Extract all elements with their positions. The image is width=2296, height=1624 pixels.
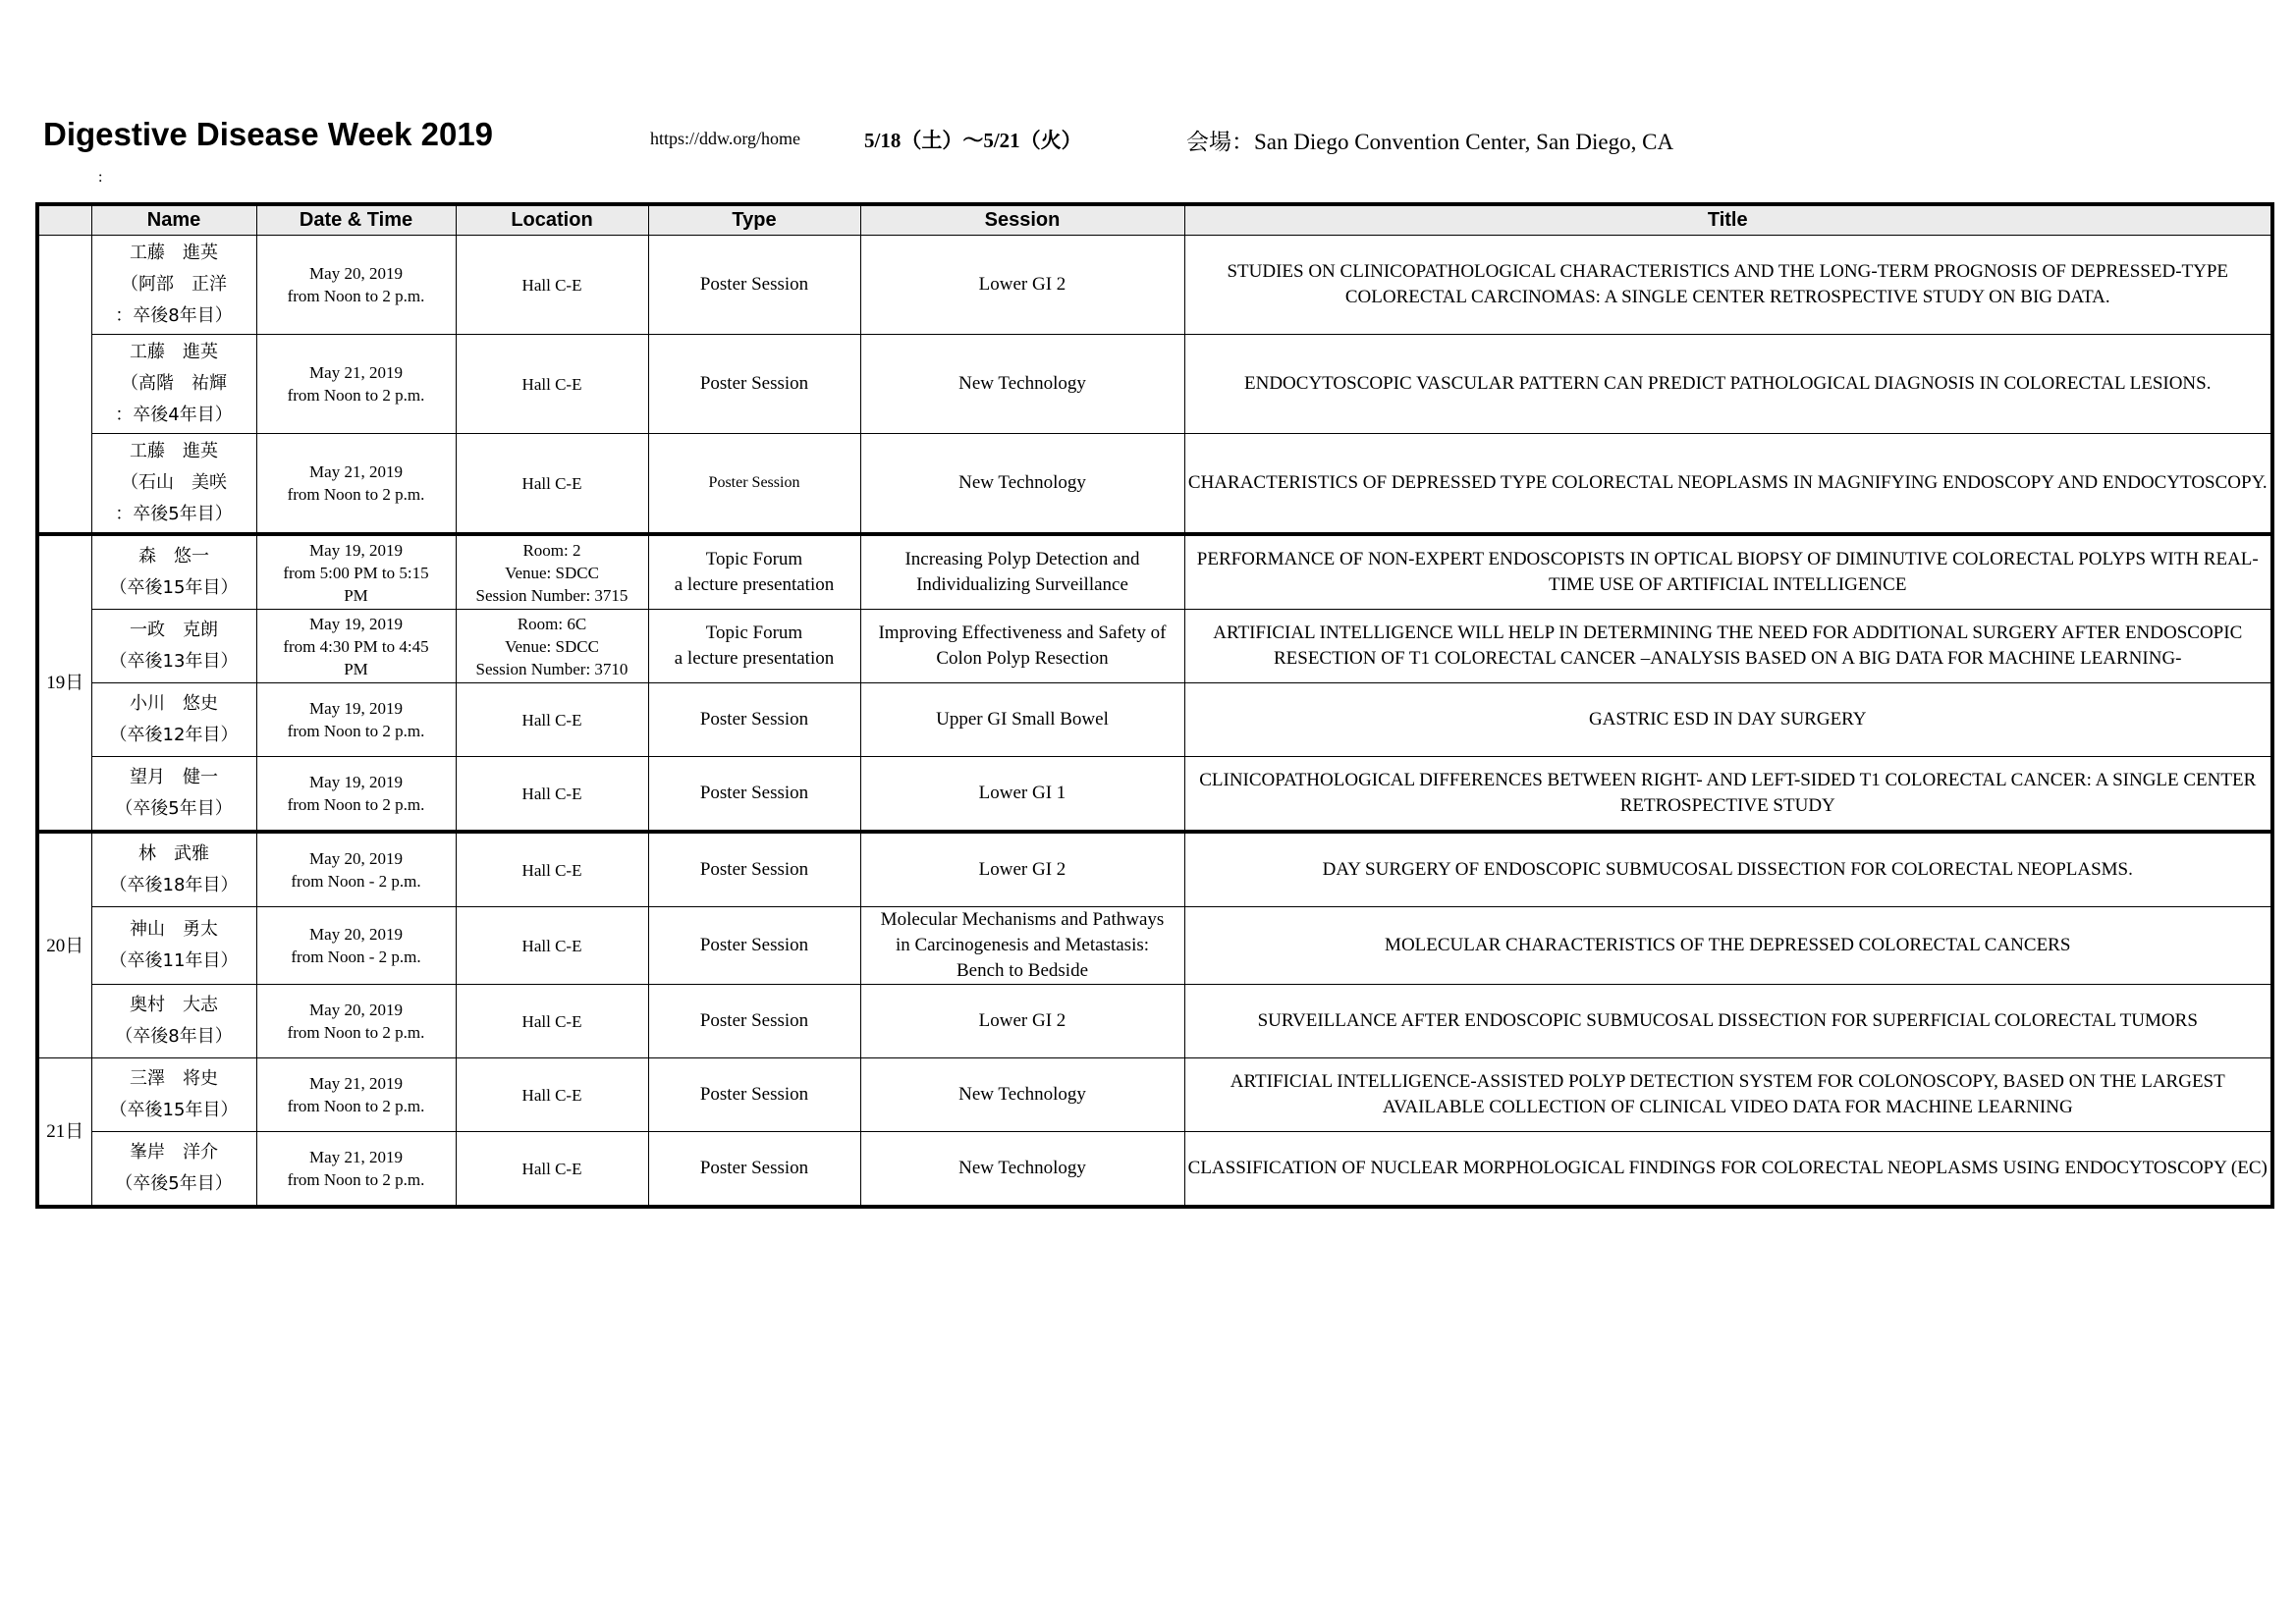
location <box>456 832 648 907</box>
session-name-line: New Technology <box>958 373 1086 394</box>
presentation-type-line: Poster Session <box>699 709 809 730</box>
col-header-type: Type <box>648 204 860 236</box>
presenter-name-line: 峯岸 洋介 <box>130 1142 218 1163</box>
presenter-name <box>91 434 256 535</box>
location-line: Hall C-E <box>521 784 582 803</box>
date-time-line: from Noon to 2 p.m. <box>287 485 425 504</box>
date-time-line: from 5:00 PM to 5:15 <box>283 563 429 582</box>
session-name-line: Lower GI 2 <box>978 1010 1066 1031</box>
session-name <box>860 534 1184 610</box>
presenter-name <box>91 534 256 610</box>
day-cell: 20日 <box>37 832 91 1058</box>
location <box>456 1132 648 1208</box>
table-row <box>37 434 2272 535</box>
presenter-name-line: （卒後15年目） <box>109 1100 239 1120</box>
date-time <box>256 683 456 757</box>
presentation-type-line: Topic Forum <box>705 623 803 643</box>
session-name <box>860 1058 1184 1132</box>
location-line: Session Number: 3715 <box>475 585 629 605</box>
abstract-title: MOLECULAR CHARACTERISTICS OF THE DEPRESSED COLORECTAL CANCERS <box>1184 907 2272 985</box>
date-time <box>256 1058 456 1132</box>
presenter-name-line: 三澤 将史 <box>130 1068 218 1089</box>
location <box>456 757 648 833</box>
presenter-name <box>91 236 256 335</box>
date-time-line: from Noon to 2 p.m. <box>287 287 425 305</box>
col-header-title: Title <box>1184 204 2272 236</box>
page-title: Digestive Disease Week 2019 <box>43 116 494 152</box>
session-name-line: Upper GI Small Bowel <box>936 709 1109 730</box>
presenter-name-line: （卒後5年目） <box>115 1173 233 1194</box>
date-time-line: May 19, 2019 <box>309 699 403 718</box>
presentation-type-line: Poster Session <box>699 373 809 394</box>
date-time <box>256 985 456 1058</box>
presentation-type-line: Poster Session <box>699 274 809 295</box>
presenter-name-line: （卒後5年目） <box>115 798 233 819</box>
session-name <box>860 236 1184 335</box>
presentation-type <box>648 236 860 335</box>
date-time-line: from 4:30 PM to 4:45 <box>283 636 429 656</box>
table-row <box>37 1058 2272 1132</box>
header-colon: : <box>98 169 103 186</box>
event-dates: 5/18（土）～5/21（火） <box>864 129 1082 152</box>
presenter-name-line: （卒後18年目） <box>109 875 239 895</box>
presenter-name <box>91 907 256 985</box>
table-row <box>37 610 2272 683</box>
event-url: https://ddw.org/home <box>650 129 800 148</box>
table-row <box>37 757 2272 833</box>
presenter-name <box>91 757 256 833</box>
presentation-type-line: Topic Forum <box>705 549 803 569</box>
presentation-type-line: Poster Session <box>708 474 800 491</box>
header-row <box>37 204 2272 236</box>
table-row <box>37 832 2272 907</box>
session-name-line: Increasing Polyp Detection and <box>904 549 1140 569</box>
date-time-line: May 19, 2019 <box>309 540 403 560</box>
date-time <box>256 832 456 907</box>
presenter-name-line: （卒後8年目） <box>115 1026 233 1047</box>
date-time-line: from Noon to 2 p.m. <box>287 1097 425 1115</box>
presenter-name-line: 神山 勇太 <box>130 919 218 940</box>
presentation-type-line: Poster Session <box>699 935 809 955</box>
session-name <box>860 757 1184 833</box>
date-time <box>256 757 456 833</box>
session-name <box>860 832 1184 907</box>
date-time-line: from Noon to 2 p.m. <box>287 386 425 405</box>
location-line: Venue: SDCC <box>505 563 599 582</box>
session-name-line: Bench to Bedside <box>956 960 1089 981</box>
presenter-name-line: 工藤 進英 <box>130 243 218 263</box>
abstract-title: CLINICOPATHOLOGICAL DIFFERENCES BETWEEN RIGHT- AND LEFT-SIDED T1 COLORECTAL CANCER: A SINGLE CENTER RETROSPECTIVE STUDY <box>1184 757 2272 833</box>
presenter-name-line: 小川 悠史 <box>130 693 218 714</box>
abstract-title: ENDOCYTOSCOPIC VASCULAR PATTERN CAN PREDICT PATHOLOGICAL DIAGNOSIS IN COLORECTAL LESIONS. <box>1184 335 2272 434</box>
location <box>456 236 648 335</box>
date-time-line: May 20, 2019 <box>309 264 403 283</box>
location <box>456 534 648 610</box>
abstract-title: PERFORMANCE OF NON-EXPERT ENDOSCOPISTS IN OPTICAL BIOPSY OF DIMINUTIVE COLORECTAL POLYPS WITH REAL-TIME USE OF ARTIFICIAL INTELLIGENCE <box>1184 534 2272 610</box>
location-line: Venue: SDCC <box>505 636 599 656</box>
presenter-name-line: 工藤 進英 <box>130 441 218 461</box>
presenter-name-line: 一政 克朗 <box>130 620 218 640</box>
presenter-name-line: （高階 祐輝 <box>121 373 227 394</box>
session-name-line: New Technology <box>958 472 1086 493</box>
abstract-title: ARTIFICIAL INTELLIGENCE-ASSISTED POLYP DETECTION SYSTEM FOR COLONOSCOPY, BASED ON THE LARGEST AVAILABLE COLLECTION OF CLINICAL VIDEO DATA FOR MACHINE LEARNING <box>1184 1058 2272 1132</box>
abstract-title: GASTRIC ESD IN DAY SURGERY <box>1184 683 2272 757</box>
date-time <box>256 907 456 985</box>
session-name-line: Improving Effectiveness and Safety of <box>878 623 1167 643</box>
date-time <box>256 1132 456 1208</box>
presentation-type <box>648 907 860 985</box>
table-row <box>37 1132 2272 1208</box>
abstract-title: CLASSIFICATION OF NUCLEAR MORPHOLOGICAL FINDINGS FOR COLORECTAL NEOPLASMS USING ENDOCYTOSCOPY (EC) <box>1184 1132 2272 1208</box>
presenter-name-line: 森 悠一 <box>138 546 209 567</box>
presentation-type-line: Poster Session <box>699 783 809 803</box>
presenter-name-line: （卒後11年目） <box>109 950 239 971</box>
date-time-line: from Noon to 2 p.m. <box>287 1170 425 1189</box>
date-time <box>256 335 456 434</box>
abstract-title: SURVEILLANCE AFTER ENDOSCOPIC SUBMUCOSAL DISSECTION FOR SUPERFICIAL COLORECTAL TUMORS <box>1184 985 2272 1058</box>
location <box>456 610 648 683</box>
presentation-type <box>648 335 860 434</box>
date-time-line: from Noon - 2 p.m. <box>291 947 421 966</box>
date-time-line: from Noon - 2 p.m. <box>291 872 421 891</box>
date-time-line: May 21, 2019 <box>309 363 403 382</box>
col-header-location: Location <box>456 204 648 236</box>
presentation-type <box>648 757 860 833</box>
date-time-line: May 20, 2019 <box>309 1001 403 1019</box>
presenter-name-line: ：卒後4年目） <box>115 405 233 425</box>
location-line: Hall C-E <box>521 860 582 880</box>
date-time-line: from Noon to 2 p.m. <box>287 722 425 740</box>
presentation-type <box>648 434 860 535</box>
location-line: Room: 6C <box>517 614 587 633</box>
date-time <box>256 434 456 535</box>
date-time <box>256 534 456 610</box>
presenter-name-line: （石山 美咲 <box>121 472 227 493</box>
table-row <box>37 335 2272 434</box>
location-line: Hall C-E <box>521 1159 582 1178</box>
date-time-line: May 20, 2019 <box>309 925 403 944</box>
col-header-day <box>37 204 91 236</box>
session-name-line: New Technology <box>958 1158 1086 1178</box>
presentation-type-line: a lecture presentation <box>674 648 835 669</box>
location-line: Room: 2 <box>522 540 581 560</box>
session-name <box>860 610 1184 683</box>
presentation-type-line: Poster Session <box>699 1084 809 1105</box>
location-line: Hall C-E <box>521 936 582 955</box>
location-line: Hall C-E <box>521 1011 582 1031</box>
presentation-type <box>648 534 860 610</box>
presenter-name <box>91 832 256 907</box>
date-time-line: May 21, 2019 <box>309 1074 403 1093</box>
location <box>456 335 648 434</box>
presenter-name-line: （卒後12年目） <box>109 725 239 745</box>
presentation-type <box>648 985 860 1058</box>
session-name <box>860 335 1184 434</box>
location-line: Hall C-E <box>521 473 582 493</box>
session-name-line: Lower GI 2 <box>978 859 1066 880</box>
session-name-line: in Carcinogenesis and Metastasis: <box>895 935 1150 955</box>
day-cell: 21日 <box>37 1058 91 1208</box>
presenter-name <box>91 610 256 683</box>
presentation-type <box>648 1058 860 1132</box>
location-line: Hall C-E <box>521 710 582 730</box>
presentation-type <box>648 832 860 907</box>
presenter-name-line: （卒後15年目） <box>109 577 239 598</box>
presenter-name-line: 望月 健一 <box>130 767 218 787</box>
location-line: Hall C-E <box>521 1085 582 1105</box>
date-time-line: from Noon to 2 p.m. <box>287 1023 425 1042</box>
session-name-line: Lower GI 1 <box>978 783 1066 803</box>
presenter-name-line: 工藤 進英 <box>130 342 218 362</box>
session-name-line: Individualizing Surveillance <box>916 574 1128 595</box>
date-time <box>256 236 456 335</box>
schedule-table <box>35 202 2274 1209</box>
location <box>456 907 648 985</box>
presenter-name <box>91 985 256 1058</box>
presentation-type-line: Poster Session <box>699 1158 809 1178</box>
date-time-line: May 20, 2019 <box>309 849 403 868</box>
table-row <box>37 683 2272 757</box>
session-name <box>860 985 1184 1058</box>
table-row <box>37 236 2272 335</box>
date-time-line: May 19, 2019 <box>309 614 403 633</box>
location <box>456 434 648 535</box>
location-line: Hall C-E <box>521 275 582 295</box>
presenter-name <box>91 335 256 434</box>
presenter-name-line: （阿部 正洋 <box>121 274 227 295</box>
col-header-datetime: Date & Time <box>256 204 456 236</box>
date-time-line: May 21, 2019 <box>309 462 403 481</box>
presentation-type <box>648 1132 860 1208</box>
date-time-line: from Noon to 2 p.m. <box>287 795 425 814</box>
session-name-line: Colon Polyp Resection <box>936 648 1109 669</box>
location-line: Hall C-E <box>521 374 582 394</box>
abstract-title: DAY SURGERY OF ENDOSCOPIC SUBMUCOSAL DISSECTION FOR COLORECTAL NEOPLASMS. <box>1184 832 2272 907</box>
day-cell: 19日 <box>37 534 91 832</box>
table-row <box>37 534 2272 610</box>
presenter-name-line: （卒後13年目） <box>109 651 239 672</box>
table-row <box>37 907 2272 985</box>
session-name-line: Lower GI 2 <box>978 274 1066 295</box>
presentation-type <box>648 683 860 757</box>
presentation-type-line: a lecture presentation <box>674 574 835 595</box>
presenter-name-line: 奥村 大志 <box>130 995 218 1015</box>
date-time-line: PM <box>344 585 368 605</box>
abstract-title: STUDIES ON CLINICOPATHOLOGICAL CHARACTERISTICS AND THE LONG-TERM PROGNOSIS OF DEPRESSED-TYPE COLORECTAL CARCINOMAS: A SINGLE CENTER RETROSPECTIVE STUDY ON BIG DATA. <box>1184 236 2272 335</box>
abstract-title: CHARACTERISTICS OF DEPRESSED TYPE COLORECTAL NEOPLASMS IN MAGNIFYING ENDOSCOPY AND ENDOCYTOSCOPY. <box>1184 434 2272 535</box>
date-time-line: PM <box>344 659 368 678</box>
col-header-name: Name <box>91 204 256 236</box>
location-line: Session Number: 3710 <box>475 659 629 678</box>
presentation-type-line: Poster Session <box>699 859 809 880</box>
abstract-title: ARTIFICIAL INTELLIGENCE WILL HELP IN DETERMINING THE NEED FOR ADDITIONAL SURGERY AFTER ENDOSCOPIC RESECTION OF T1 COLORECTAL CANCER –ANALYSIS BASED ON A BIG DATA FOR MACHINE LEARNING- <box>1184 610 2272 683</box>
session-name <box>860 907 1184 985</box>
table-row <box>37 985 2272 1058</box>
location <box>456 1058 648 1132</box>
presenter-name <box>91 1058 256 1132</box>
location <box>456 683 648 757</box>
session-name <box>860 683 1184 757</box>
col-header-session: Session <box>860 204 1184 236</box>
presenter-name-line: ：卒後5年目） <box>115 504 233 524</box>
presentation-type-line: Poster Session <box>699 1010 809 1031</box>
session-name <box>860 1132 1184 1208</box>
presenter-name <box>91 683 256 757</box>
date-time <box>256 610 456 683</box>
event-venue: 会場：San Diego Convention Center, San Diego, CA <box>1186 130 1674 154</box>
presenter-name-line: ：卒後8年目） <box>115 305 233 326</box>
date-time-line: May 21, 2019 <box>309 1148 403 1166</box>
session-name-line: New Technology <box>958 1084 1086 1105</box>
presentation-type <box>648 610 860 683</box>
date-time-line: May 19, 2019 <box>309 773 403 791</box>
presenter-name-line: 林 武雅 <box>138 843 209 864</box>
session-name-line: Molecular Mechanisms and Pathways <box>880 909 1165 930</box>
location <box>456 985 648 1058</box>
day-cell <box>37 236 91 535</box>
presenter-name <box>91 1132 256 1208</box>
session-name <box>860 434 1184 535</box>
